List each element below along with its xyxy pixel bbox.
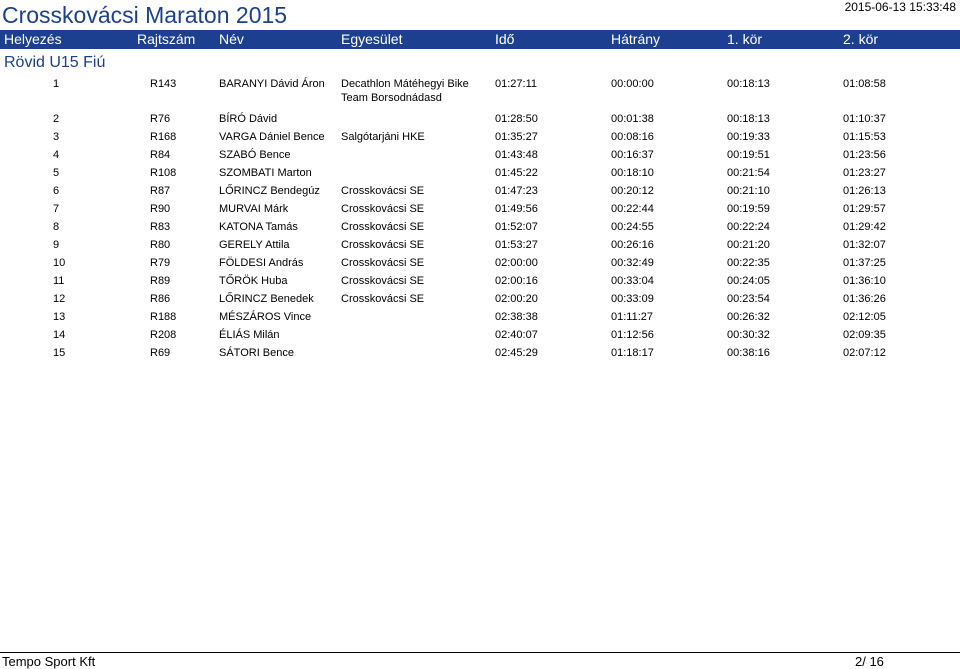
cell-lap1: 00:21:10 bbox=[727, 185, 770, 197]
cell-club: Crosskovácsi SE bbox=[341, 185, 425, 197]
cell-time: 02:00:16 bbox=[495, 275, 538, 287]
cell-place: 6 bbox=[53, 185, 60, 197]
cell-lap2: 01:29:42 bbox=[843, 221, 886, 233]
table-row bbox=[0, 166, 960, 184]
cell-behind: 00:33:09 bbox=[611, 293, 654, 305]
cell-name: SZABÓ Bence bbox=[219, 149, 291, 161]
table-row bbox=[0, 274, 960, 292]
cell-lap2: 01:08:58 bbox=[843, 78, 886, 90]
cell-bib: R69 bbox=[150, 347, 171, 359]
cell-lap1: 00:22:24 bbox=[727, 221, 770, 233]
cell-behind: 00:24:55 bbox=[611, 221, 654, 233]
cell-lap1: 00:26:32 bbox=[727, 311, 770, 323]
cell-behind: 00:33:04 bbox=[611, 275, 654, 287]
table-row bbox=[0, 292, 960, 310]
cell-time: 01:43:48 bbox=[495, 149, 538, 161]
cell-club: Crosskovácsi SE bbox=[341, 239, 425, 251]
cell-lap2: 01:29:57 bbox=[843, 203, 886, 215]
cell-bib: R143 bbox=[150, 78, 177, 90]
header-place: Helyezés bbox=[4, 31, 62, 47]
cell-name: BARANYI Dávid Áron bbox=[219, 78, 325, 90]
cell-lap1: 00:21:20 bbox=[727, 239, 770, 251]
header-bib: Rajtszám bbox=[137, 31, 196, 47]
cell-time: 02:45:29 bbox=[495, 347, 538, 359]
cell-lap2: 01:15:53 bbox=[843, 131, 886, 143]
cell-bib: R87 bbox=[150, 185, 171, 197]
cell-lap2: 01:26:13 bbox=[843, 185, 886, 197]
timestamp: 2015-06-13 15:33:48 bbox=[844, 0, 956, 14]
cell-lap1: 00:19:33 bbox=[727, 131, 770, 143]
cell-time: 02:00:20 bbox=[495, 293, 538, 305]
cell-time: 01:45:22 bbox=[495, 167, 538, 179]
cell-time: 02:00:00 bbox=[495, 257, 538, 269]
cell-time: 01:52:07 bbox=[495, 221, 538, 233]
cell-bib: R168 bbox=[150, 131, 177, 143]
cell-lap2: 01:36:10 bbox=[843, 275, 886, 287]
cell-time: 01:28:50 bbox=[495, 113, 538, 125]
cell-behind: 01:12:56 bbox=[611, 329, 654, 341]
cell-name: FÖLDESI András bbox=[219, 257, 304, 269]
header-club: Egyesület bbox=[341, 31, 403, 47]
cell-place: 13 bbox=[53, 311, 66, 323]
cell-lap2: 01:37:25 bbox=[843, 257, 886, 269]
cell-name: BÍRÓ Dávid bbox=[219, 113, 278, 125]
cell-bib: R76 bbox=[150, 113, 171, 125]
cell-lap1: 00:30:32 bbox=[727, 329, 770, 341]
header-name: Név bbox=[219, 31, 244, 47]
cell-time: 01:47:23 bbox=[495, 185, 538, 197]
table-row bbox=[0, 346, 960, 364]
category-title: Rövid U15 Fiú bbox=[4, 54, 106, 71]
cell-club: Crosskovácsi SE bbox=[341, 203, 425, 215]
cell-behind: 00:32:49 bbox=[611, 257, 654, 269]
cell-place: 11 bbox=[53, 275, 65, 287]
cell-time: 01:27:11 bbox=[495, 78, 538, 90]
cell-lap2: 01:23:56 bbox=[843, 149, 886, 161]
table-row bbox=[0, 256, 960, 274]
cell-behind: 00:01:38 bbox=[611, 113, 654, 125]
cell-lap1: 00:18:13 bbox=[727, 78, 770, 90]
cell-club: Crosskovácsi SE bbox=[341, 293, 425, 305]
cell-bib: R108 bbox=[150, 167, 177, 179]
cell-name: LŐRINCZ Bendegúz bbox=[219, 185, 320, 197]
header-lap1: 1. kör bbox=[727, 31, 763, 47]
cell-club: Crosskovácsi SE bbox=[341, 257, 425, 269]
cell-time: 02:38:38 bbox=[495, 311, 538, 323]
cell-bib: R79 bbox=[150, 257, 171, 269]
cell-time: 01:35:27 bbox=[495, 131, 538, 143]
cell-lap1: 00:24:05 bbox=[727, 275, 770, 287]
cell-name: SÁTORI Bence bbox=[219, 347, 294, 359]
cell-behind: 00:22:44 bbox=[611, 203, 654, 215]
cell-club: Crosskovácsi SE bbox=[341, 221, 425, 233]
cell-bib: R86 bbox=[150, 293, 171, 305]
table-row bbox=[0, 130, 960, 148]
cell-bib: R90 bbox=[150, 203, 171, 215]
cell-name: KATONA Tamás bbox=[219, 221, 298, 233]
cell-lap2: 02:12:05 bbox=[843, 311, 886, 323]
cell-lap2: 02:09:35 bbox=[843, 329, 886, 341]
cell-time: 02:40:07 bbox=[495, 329, 538, 341]
cell-place: 4 bbox=[53, 149, 60, 161]
cell-bib: R80 bbox=[150, 239, 171, 251]
column-header-band bbox=[0, 30, 960, 49]
table-row bbox=[0, 238, 960, 256]
header-behind: Hátrány bbox=[611, 31, 661, 47]
footer-company: Tempo Sport Kft bbox=[2, 654, 96, 669]
cell-lap1: 00:23:54 bbox=[727, 293, 770, 305]
table-row bbox=[0, 112, 960, 130]
cell-name: VARGA Dániel Bence bbox=[219, 131, 325, 143]
cell-behind: 00:08:16 bbox=[611, 131, 654, 143]
cell-behind: 00:20:12 bbox=[611, 185, 654, 197]
cell-bib: R188 bbox=[150, 311, 177, 323]
cell-place: 15 bbox=[53, 347, 66, 359]
cell-lap2: 01:23:27 bbox=[843, 167, 886, 179]
cell-behind: 00:18:10 bbox=[611, 167, 654, 179]
cell-behind: 00:00:00 bbox=[611, 78, 654, 90]
page-title: Crosskovácsi Maraton 2015 bbox=[2, 2, 288, 28]
cell-lap1: 00:21:54 bbox=[727, 167, 770, 179]
cell-name: GERELY Attila bbox=[219, 239, 290, 251]
cell-bib: R84 bbox=[150, 149, 171, 161]
cell-lap2: 01:32:07 bbox=[843, 239, 886, 251]
cell-lap1: 00:19:51 bbox=[727, 149, 770, 161]
cell-place: 2 bbox=[53, 113, 60, 125]
cell-place: 8 bbox=[53, 221, 60, 233]
cell-lap1: 00:18:13 bbox=[727, 113, 770, 125]
cell-lap2: 02:07:12 bbox=[843, 347, 886, 359]
cell-lap1: 00:22:35 bbox=[727, 257, 770, 269]
cell-club: Decathlon Mátéhegyi Bike bbox=[341, 78, 469, 90]
table-row bbox=[0, 148, 960, 166]
cell-club-line2: Team Borsodnádasd bbox=[341, 92, 442, 104]
cell-lap1: 00:19:59 bbox=[727, 203, 770, 215]
cell-club: Salgótarjáni HKE bbox=[341, 131, 425, 143]
cell-bib: R89 bbox=[150, 275, 171, 287]
cell-behind: 01:11:27 bbox=[611, 311, 654, 323]
cell-place: 1 bbox=[53, 78, 60, 90]
cell-name: MÉSZÁROS Vince bbox=[219, 311, 312, 323]
cell-name: TŐRÖK Huba bbox=[219, 275, 288, 287]
cell-place: 7 bbox=[53, 203, 60, 215]
cell-name: ÉLIÁS Milán bbox=[219, 329, 280, 341]
cell-name: SZOMBATI Marton bbox=[219, 167, 312, 179]
cell-place: 12 bbox=[53, 293, 66, 305]
cell-name: LŐRINCZ Benedek bbox=[219, 293, 314, 305]
table-row bbox=[0, 184, 960, 202]
table-row bbox=[0, 310, 960, 328]
cell-lap2: 01:10:37 bbox=[843, 113, 886, 125]
cell-bib: R208 bbox=[150, 329, 177, 341]
cell-time: 01:49:56 bbox=[495, 203, 538, 215]
cell-lap1: 00:38:16 bbox=[727, 347, 770, 359]
cell-time: 01:53:27 bbox=[495, 239, 538, 251]
cell-behind: 00:16:37 bbox=[611, 149, 654, 161]
cell-behind: 00:26:16 bbox=[611, 239, 654, 251]
header-time: Idő bbox=[495, 31, 515, 47]
table-row bbox=[0, 202, 960, 220]
cell-place: 3 bbox=[53, 131, 60, 143]
footer-page-number: 2/ 16 bbox=[855, 654, 884, 669]
cell-place: 14 bbox=[53, 329, 66, 341]
cell-bib: R83 bbox=[150, 221, 171, 233]
cell-place: 10 bbox=[53, 257, 66, 269]
cell-place: 5 bbox=[53, 167, 60, 179]
header-lap2: 2. kör bbox=[843, 31, 879, 47]
cell-behind: 01:18:17 bbox=[611, 347, 654, 359]
cell-place: 9 bbox=[53, 239, 60, 251]
table-row bbox=[0, 328, 960, 346]
cell-lap2: 01:36:26 bbox=[843, 293, 886, 305]
table-row bbox=[0, 220, 960, 238]
footer-divider bbox=[0, 652, 960, 653]
cell-name: MURVAI Márk bbox=[219, 203, 289, 215]
table-row bbox=[0, 77, 960, 104]
cell-club: Crosskovácsi SE bbox=[341, 275, 425, 287]
